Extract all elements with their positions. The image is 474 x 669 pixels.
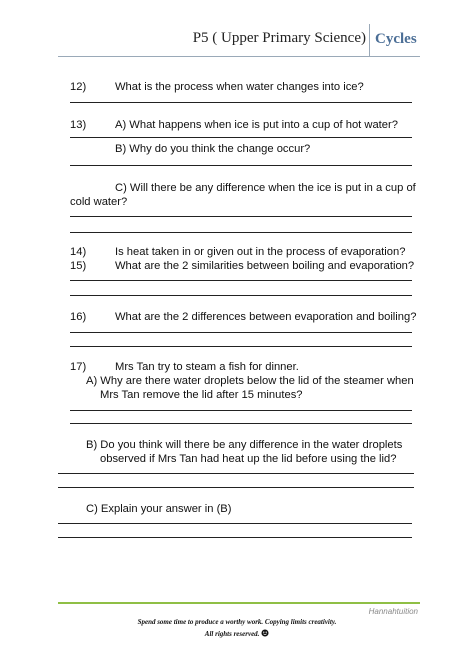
header-rule — [58, 56, 420, 57]
smiley-icon — [261, 629, 269, 639]
question-13-number: 13) — [70, 119, 87, 131]
question-17-intro: Mrs Tan try to steam a fish for dinner. — [115, 361, 299, 373]
answer-line[interactable] — [70, 332, 412, 333]
page-title: P5 ( Upper Primary Science) — [192, 30, 366, 46]
footer-note-line2 — [0, 629, 474, 639]
answer-line[interactable] — [70, 137, 412, 138]
question-15-text: What are the 2 similarities between boiling and evaporation? — [115, 260, 415, 272]
question-12-number: 12) — [70, 81, 87, 93]
question-13b-text: B) Why do you think the change occur? — [115, 143, 311, 155]
question-13c-text-line1: C) Will there be any difference when the ice is put in a cup of — [115, 182, 416, 194]
answer-line[interactable] — [70, 280, 412, 281]
footer-rights-text: All rights reserved. — [204, 630, 260, 638]
answer-line[interactable] — [70, 216, 412, 217]
question-15-number: 15) — [70, 260, 87, 272]
question-17-number: 17) — [70, 361, 87, 373]
answer-line[interactable] — [58, 473, 414, 474]
question-12-text: What is the process when water changes into ice? — [115, 81, 364, 93]
answer-line[interactable] — [70, 102, 412, 103]
question-17b-text-line1: B) Do you think will there be any difference in the water droplets — [86, 439, 403, 451]
question-17c-text: C) Explain your answer in (B) — [86, 503, 232, 515]
header-divider — [369, 24, 370, 56]
question-16-text: What are the 2 differences between evaporation and boiling? — [115, 311, 417, 323]
question-17b-text-line2: observed if Mrs Tan had heat up the lid before using the lid? — [100, 453, 397, 465]
answer-line[interactable] — [70, 165, 412, 166]
footer-note-line1: Spend some time to produce a worthy work. Copying limits creativity. — [137, 618, 337, 626]
answer-line[interactable] — [70, 410, 412, 411]
answer-line[interactable] — [70, 232, 412, 233]
question-17a-text-line2: Mrs Tan remove the lid after 15 minutes? — [100, 389, 303, 401]
question-14-number: 14) — [70, 246, 87, 258]
question-13c-text-line2: cold water? — [70, 196, 128, 208]
question-17a-text-line1: A) Why are there water droplets below the lid of the steamer when — [86, 375, 414, 387]
answer-line[interactable] — [58, 487, 414, 488]
footer-rule — [58, 602, 420, 604]
answer-line[interactable] — [58, 537, 412, 538]
answer-line[interactable] — [70, 295, 412, 296]
answer-line[interactable] — [70, 423, 412, 424]
footer-brand: Hannahtuition — [368, 607, 418, 616]
question-16-number: 16) — [70, 311, 87, 323]
question-14-text: Is heat taken in or given out in the process of evaporation? — [115, 246, 406, 258]
answer-line[interactable] — [70, 346, 412, 347]
topic-tag: Cycles — [375, 31, 417, 47]
answer-line[interactable] — [58, 523, 412, 524]
question-13a-text: A) What happens when ice is put into a cup of hot water? — [115, 119, 398, 131]
